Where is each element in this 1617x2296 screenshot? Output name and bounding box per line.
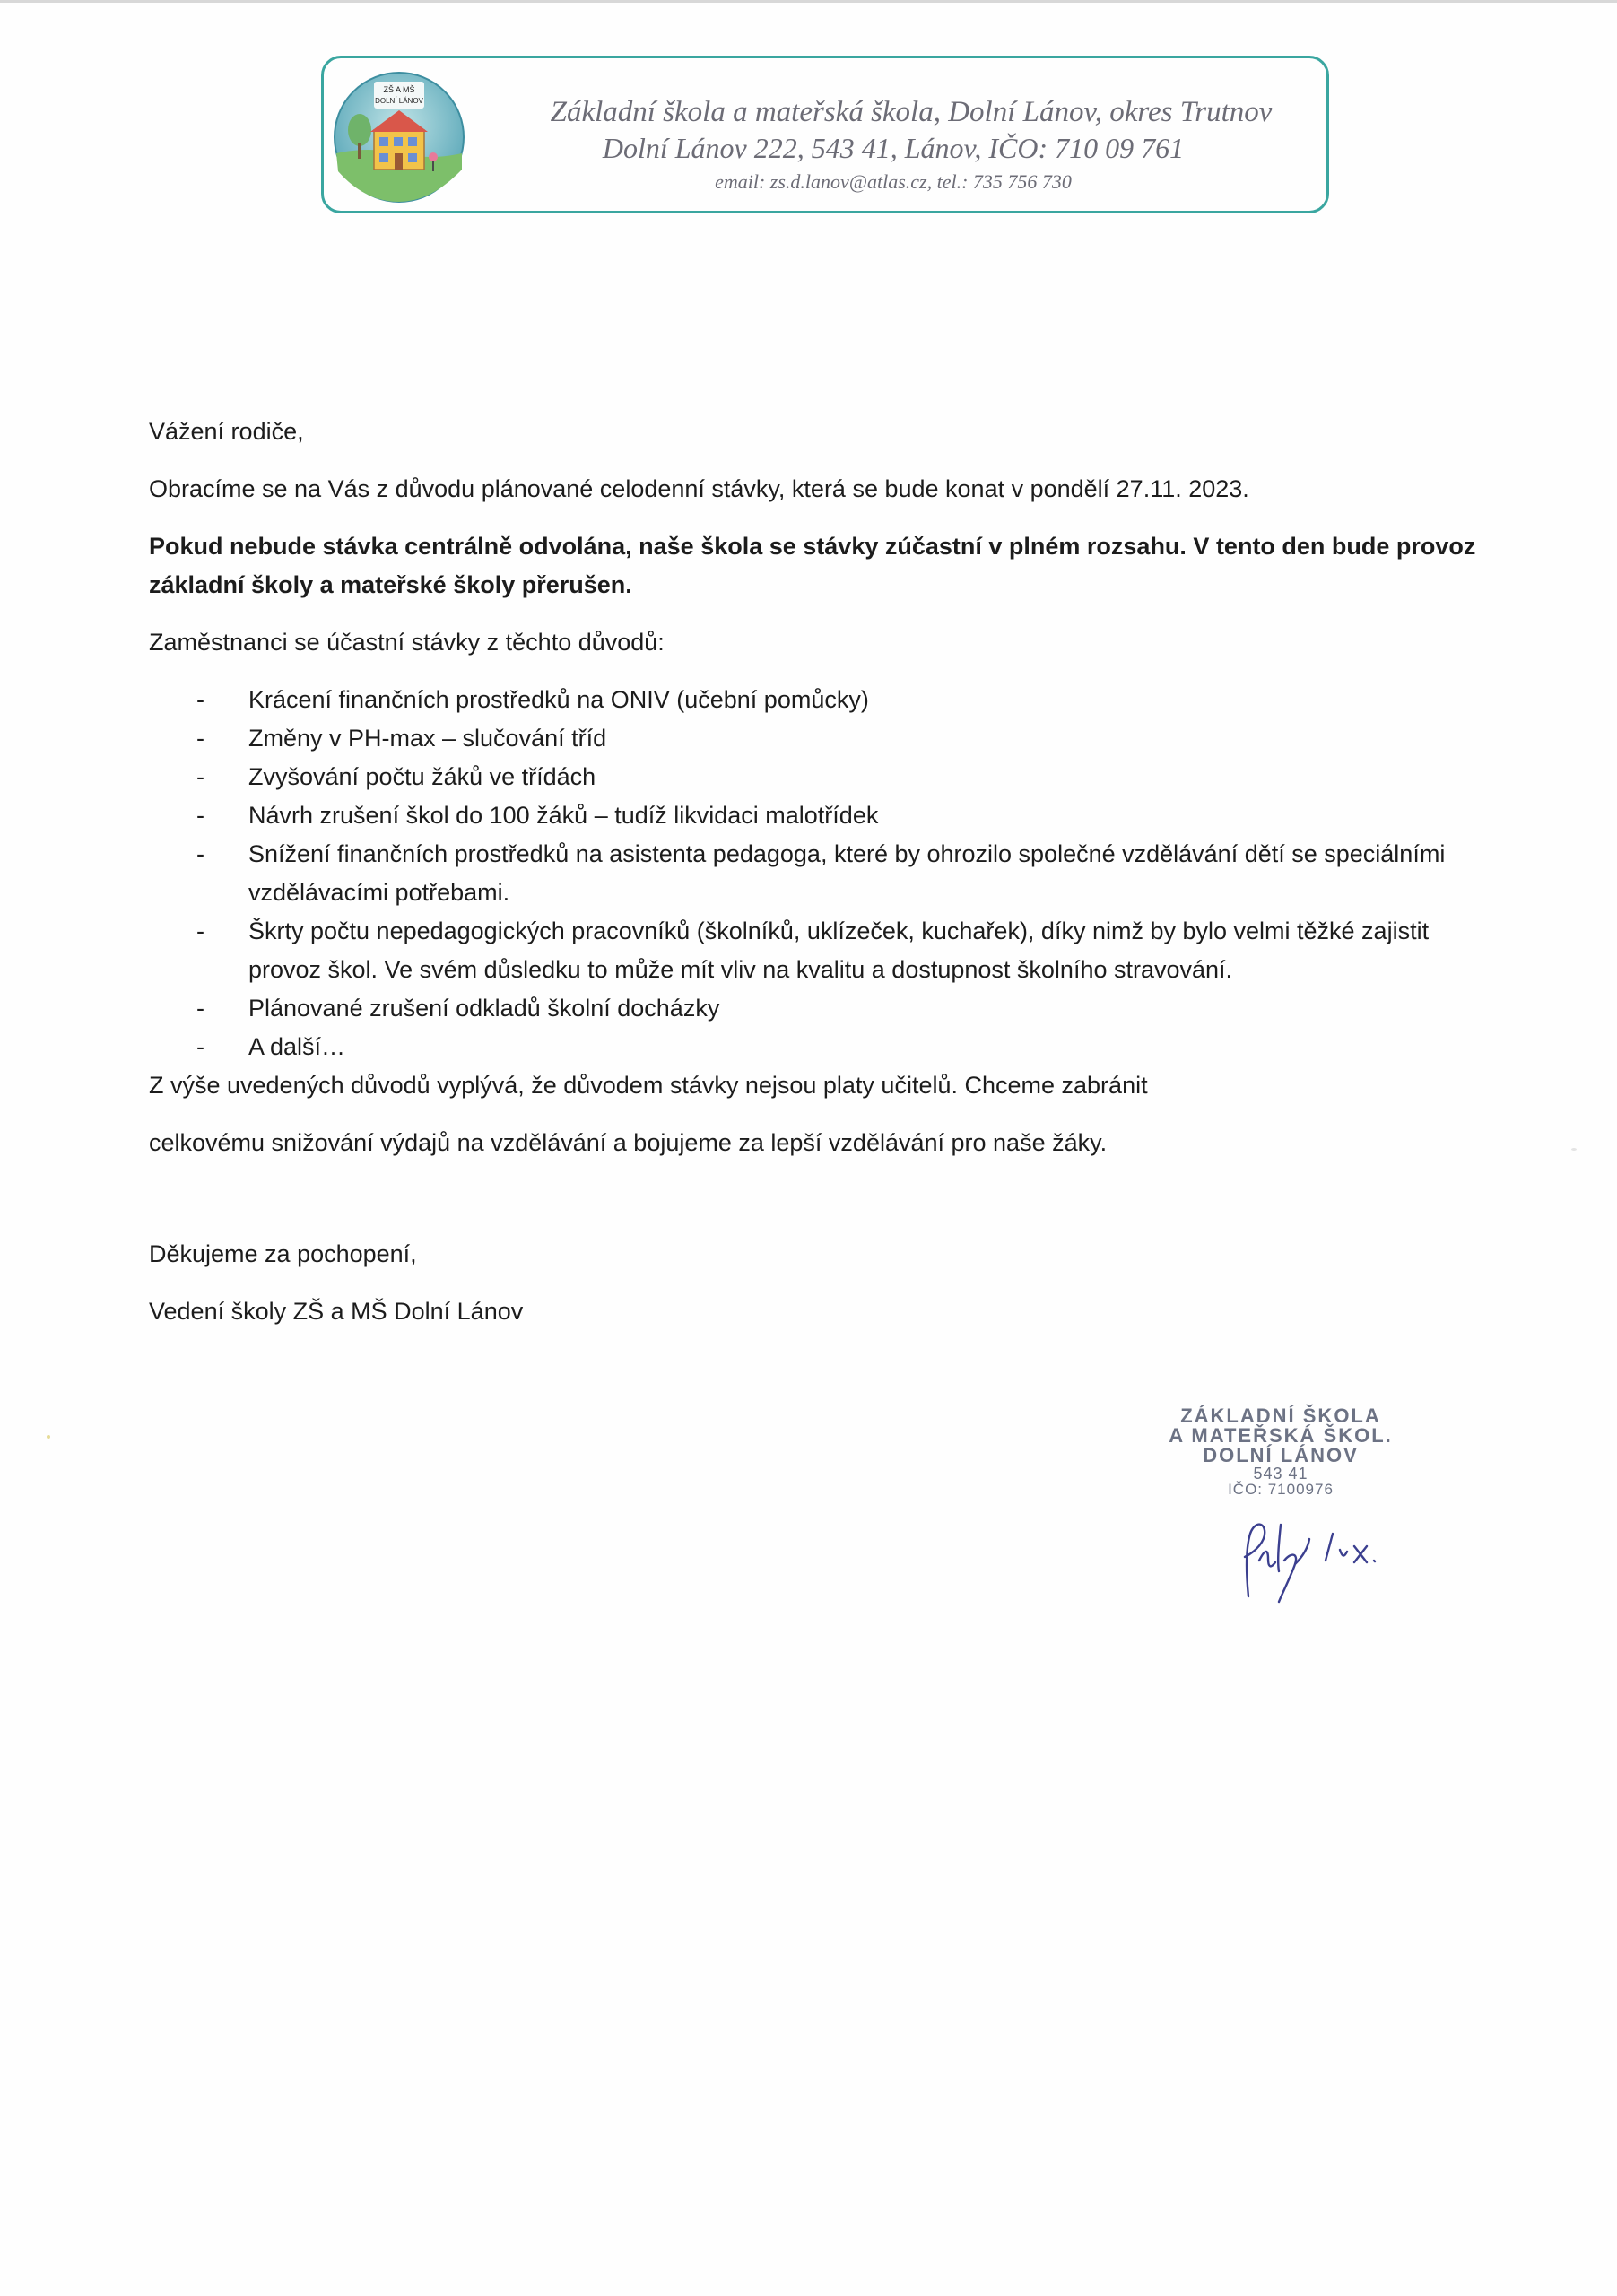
reasons-intro: Zaměstnanci se účastní stávky z těchto důvodů:	[149, 629, 665, 656]
list-dash: -	[196, 918, 204, 944]
list-dash: -	[196, 802, 204, 829]
list-dash: -	[196, 995, 204, 1022]
strike-notice: Pokud nebude stávka centrálně odvolána, naše škola se stávky zúčastní v plném rozsahu. V tento den bude provoz základní školy a mateřské školy přerušen.	[149, 533, 1476, 598]
handwritten-signature	[1229, 1507, 1408, 1605]
reason-text: Škrty počtu nepedagogických pracovníků (školníků, uklízeček, kuchařek), díky nimž by bylo velmi těžké zajistit provoz škol. Ve svém důsledku to může mít vliv na kvalitu a dostupnost školního stravování.	[248, 918, 1430, 983]
reason-text: Snížení finančních prostředků na asistenta pedagoga, které by ohrozilo společné vzdělávání dětí se speciálními vzdělávacími potřebami.	[248, 840, 1446, 906]
sign-off: Vedení školy ZŠ a MŠ Dolní Lánov	[149, 1298, 524, 1325]
reason-text: Návrh zrušení škol do 100 žáků – tudíž likvidaci malotřídek	[248, 802, 879, 829]
reason-text: Plánované zrušení odkladů školní docházky	[248, 995, 720, 1022]
reasons-list	[149, 681, 1476, 1066]
reason-item	[149, 835, 1476, 912]
reason-item	[149, 989, 1476, 1028]
letterhead-text	[494, 94, 1292, 196]
reason-item	[149, 1028, 1476, 1066]
scan-edge	[0, 0, 1617, 3]
intro-paragraph: Obracíme se na Vás z důvodu plánované celodenní stávky, která se bude konat v pondělí 27.11. 2023.	[149, 475, 1249, 502]
letterhead-address: Dolní Lánov 222, 543 41, Lánov, IČO: 710 09 761	[602, 132, 1185, 164]
list-dash: -	[196, 840, 204, 867]
letterhead-contact: email: zs.d.lanov@atlas.cz, tel.: 735 756 730	[715, 170, 1072, 193]
reason-item	[149, 758, 1476, 796]
stamp-line-1: ZÁKLADNÍ ŠKOLA	[1180, 1405, 1381, 1427]
svg-text:DOLNÍ LÁNOV: DOLNÍ LÁNOV	[375, 97, 423, 105]
school-logo	[333, 71, 465, 204]
list-dash: -	[196, 1033, 204, 1060]
letterhead-school-name: Základní škola a mateřská škola, Dolní Lánov, okres Trutnov	[550, 96, 1273, 128]
list-dash: -	[196, 763, 204, 790]
school-logo-icon	[333, 71, 465, 204]
reason-text: Změny v PH-max – slučování tříd	[248, 725, 607, 752]
reason-item	[149, 912, 1476, 989]
stamp-line-2: A MATEŘSKÁ ŠKOL.	[1169, 1424, 1393, 1447]
list-dash: -	[196, 686, 204, 713]
conclusion-line-2: celkovému snižování výdajů na vzdělávání a bojujeme za lepší vzdělávání pro naše žáky.	[149, 1129, 1108, 1156]
letterhead	[321, 56, 1329, 213]
stamp-line-3: DOLNÍ LÁNOV	[1203, 1444, 1359, 1466]
conclusion-line-1: Z výše uvedených důvodů vyplývá, že důvodem stávky nejsou platy učitelů. Chceme zabránit	[149, 1072, 1148, 1099]
school-stamp	[1137, 1406, 1424, 1497]
reason-text: A další…	[248, 1033, 346, 1060]
scan-speck	[47, 1435, 50, 1439]
letter-body	[149, 413, 1476, 1331]
stamp-line-4: 543 41	[1253, 1465, 1308, 1483]
scan-speck	[1571, 1148, 1577, 1151]
thanks: Děkujeme za pochopení,	[149, 1240, 417, 1267]
reason-item	[149, 719, 1476, 758]
greeting: Vážení rodiče,	[149, 418, 304, 445]
list-dash: -	[196, 725, 204, 752]
reason-item	[149, 796, 1476, 835]
reason-text: Zvyšování počtu žáků ve třídách	[248, 763, 596, 790]
svg-text:ZŠ A MŠ: ZŠ A MŠ	[383, 85, 415, 94]
reason-item	[149, 681, 1476, 719]
stamp-line-5: IČO: 7100976	[1228, 1481, 1334, 1498]
reason-text: Krácení finančních prostředků na ONIV (učební pomůcky)	[248, 686, 869, 713]
